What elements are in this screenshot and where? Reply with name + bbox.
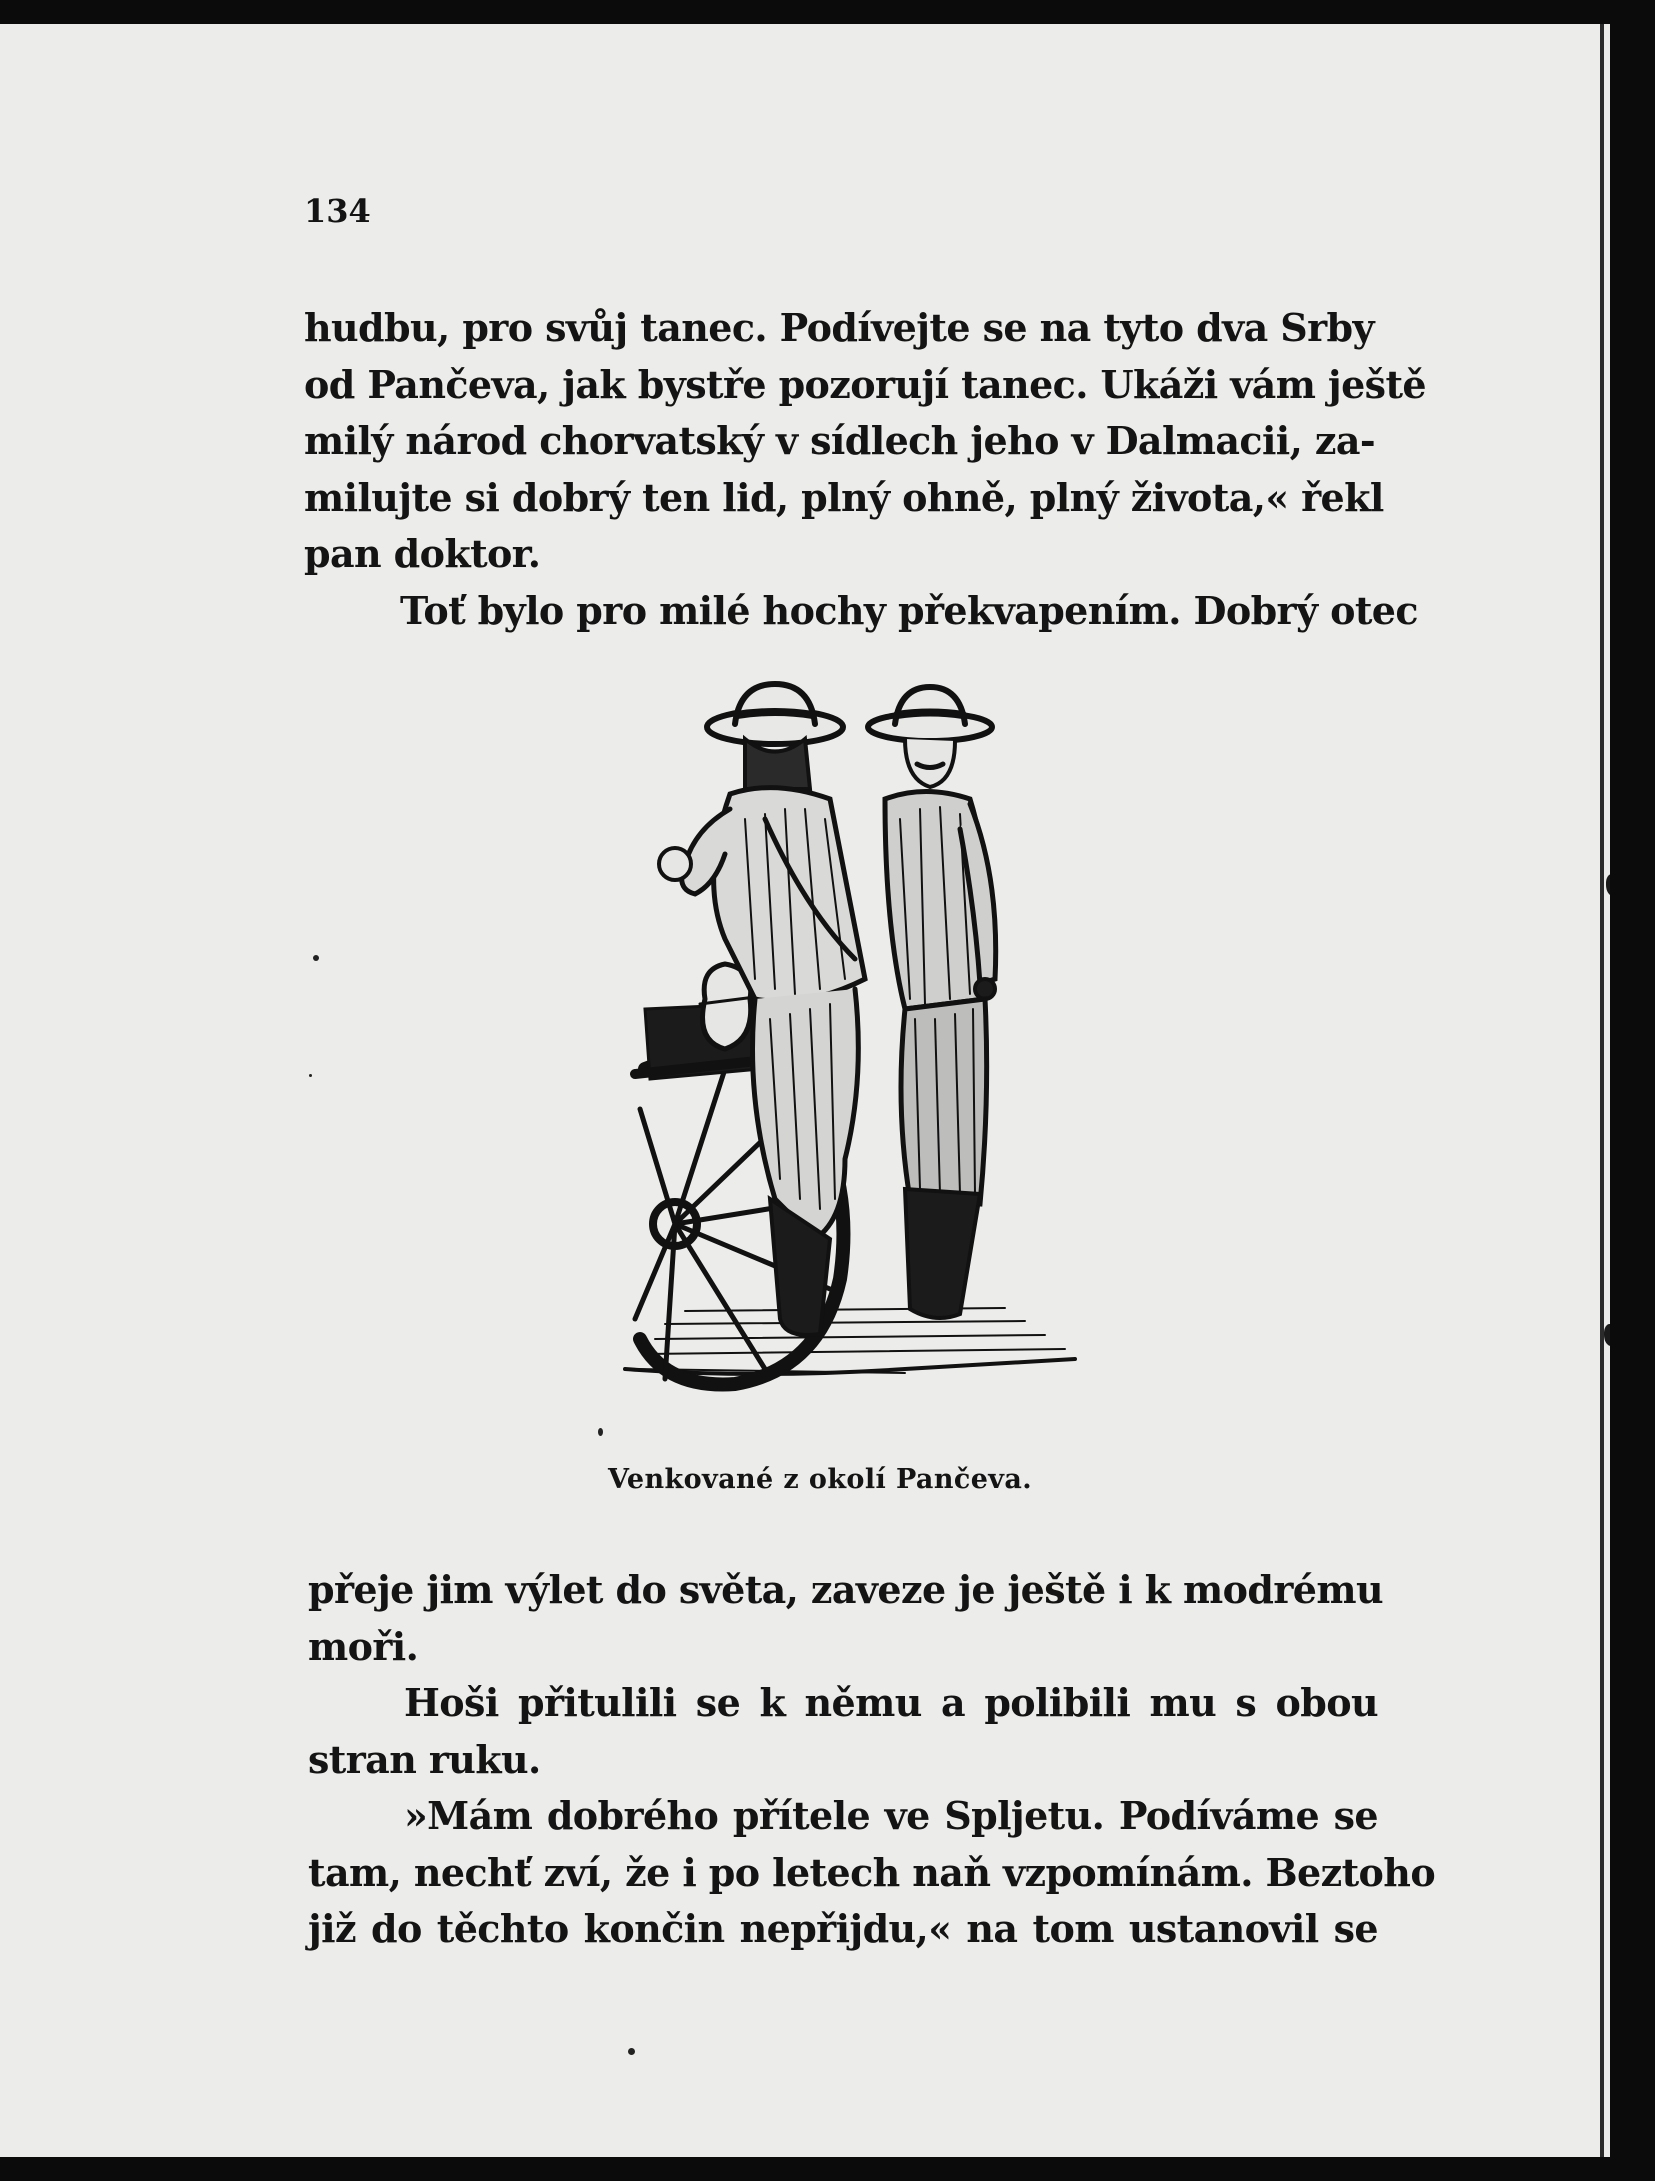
paragraph-upper xyxy=(304,300,1426,639)
book-page xyxy=(0,24,1610,2157)
text-line: moři. xyxy=(308,1623,419,1669)
ink-speck xyxy=(309,1074,312,1077)
text-line: již do těchto končin nepřijdu,« na tom ustanovil se xyxy=(308,1906,1378,1951)
text-line: Toť bylo pro milé hochy překvapením. Dobrý otec xyxy=(400,587,1418,633)
text-line: Hoši přitulili se k němu a polibili mu s obou xyxy=(404,1680,1378,1725)
binding-mark xyxy=(1606,874,1610,896)
ink-speck xyxy=(598,1428,603,1436)
text-line: milujte si dobrý ten lid, plný ohně, plný života,« řekl xyxy=(304,474,1384,520)
page-number: 134 xyxy=(304,192,371,230)
figure-caption: Venkované z okolí Pančeva. xyxy=(608,1464,1033,1495)
paragraph-lower xyxy=(308,1562,1436,1958)
text-line: přeje jim výlet do světa, zaveze je ještě i k modrému xyxy=(308,1567,1383,1612)
ink-speck xyxy=(628,2048,635,2055)
engraving-illustration xyxy=(605,679,1085,1454)
page-edge xyxy=(1600,24,1604,2157)
binding-mark xyxy=(1604,1324,1610,1346)
ink-speck xyxy=(313,955,319,961)
right-figure xyxy=(868,687,996,1318)
text-line: »Mám dobrého přítele ve Spljetu. Podíváme se xyxy=(404,1793,1378,1838)
text-line: milý národ chorvatský v sídlech jeho v Dalmacii, za- xyxy=(304,418,1376,463)
text-line: tam, nechť zví, že i po letech naň vzpomínám. Beztoho xyxy=(308,1849,1436,1895)
text-line: pan doktor. xyxy=(304,531,541,576)
text-line: od Pančeva, jak bystře pozorují tanec. Ukáži vám ještě xyxy=(304,361,1426,407)
text-line: stran ruku. xyxy=(308,1736,541,1782)
text-line: hudbu, pro svůj tanec. Podívejte se na tyto dva Srby xyxy=(304,305,1374,350)
